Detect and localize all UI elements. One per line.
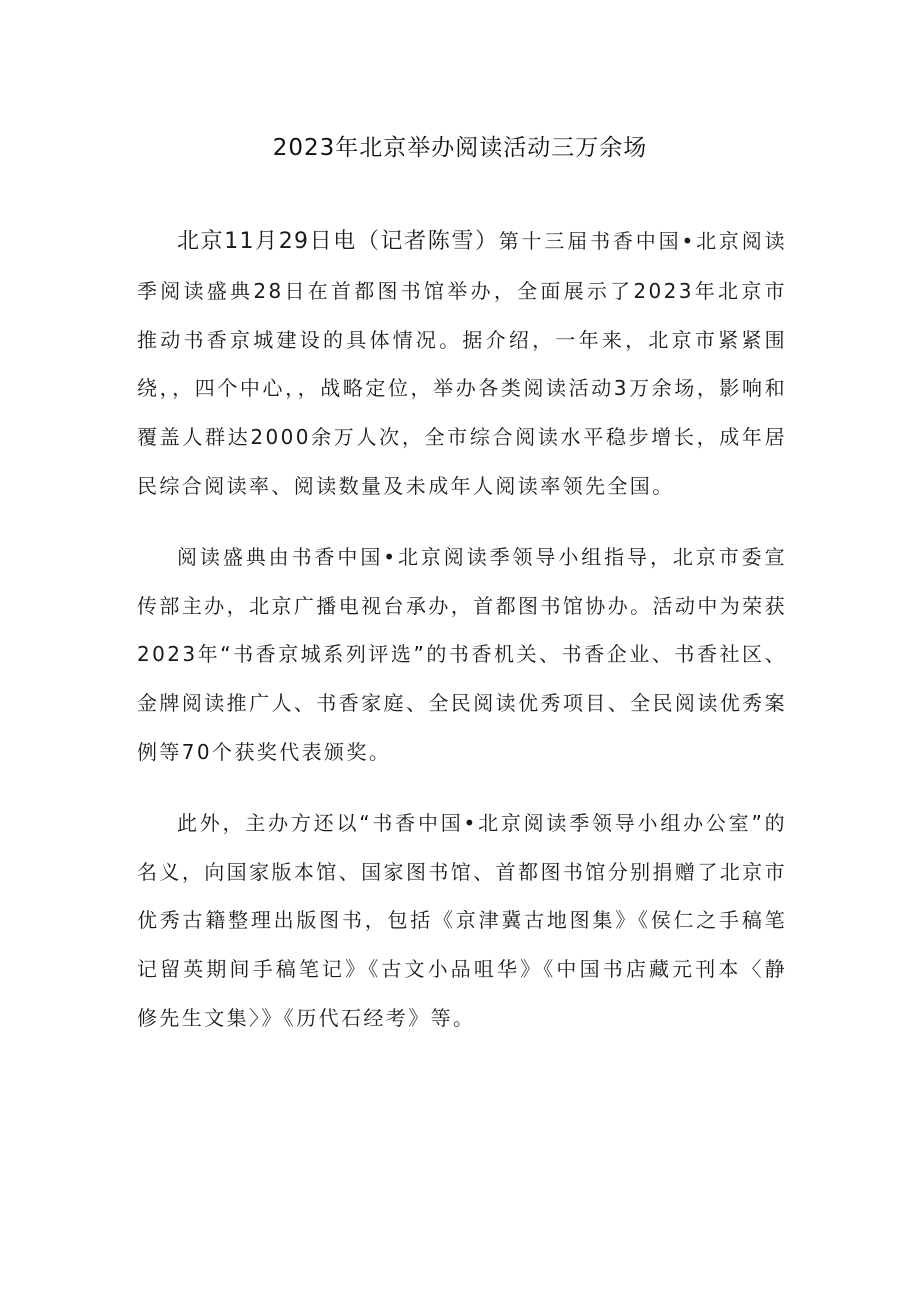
paragraph-1: [137, 217, 787, 511]
article-title: 2023年北京举办阅读活动三万余场: [272, 135, 648, 161]
paragraph-2: 阅读盛典由书香中国•北京阅读季领导小组指导，北京市委宣传部主办，北京广播电视台承办，首都图书馆协办。活动中为荣获2023年“书香京城系列评选”的书香机关、书香企业、书香社区、金牌阅读推广人、书香家庭、全民阅读优秀项目、全民阅读优秀案例等70个获奖代表颁奖。: [137, 544, 787, 764]
paragraph-3: 此外，主办方还以“书香中国•北京阅读季领导小组办公室”的名义，向国家版本馆、国家图书馆、首都图书馆分别捐赠了北京市优秀古籍整理出版图书，包括《京津冀古地图集》《侯仁之手稿笔记留英期间手稿笔记》《古文小品咀华》《中国书店藏元刊本〈静修先生文集〉》《历代石经考》等。: [137, 810, 787, 1030]
dateline: 北京11月29日电（记者陈雪）: [177, 229, 499, 254]
article-body: [137, 217, 787, 1065]
paragraph-1-text: 第十三届书香中国•北京阅读季阅读盛典28日在首都图书馆举办，全面展示了2023年北京市推动书香京城建设的具体情况。据介绍，一年来，北京市紧紧围绕，，四个中心，，战略定位，举办各类阅读活动3万余场，影响和覆盖人群达2000余万人次，全市综合阅读水平稳步增长，成年居民综合阅读率、阅读数量及未成年人阅读率领先全国。: [137, 229, 787, 498]
